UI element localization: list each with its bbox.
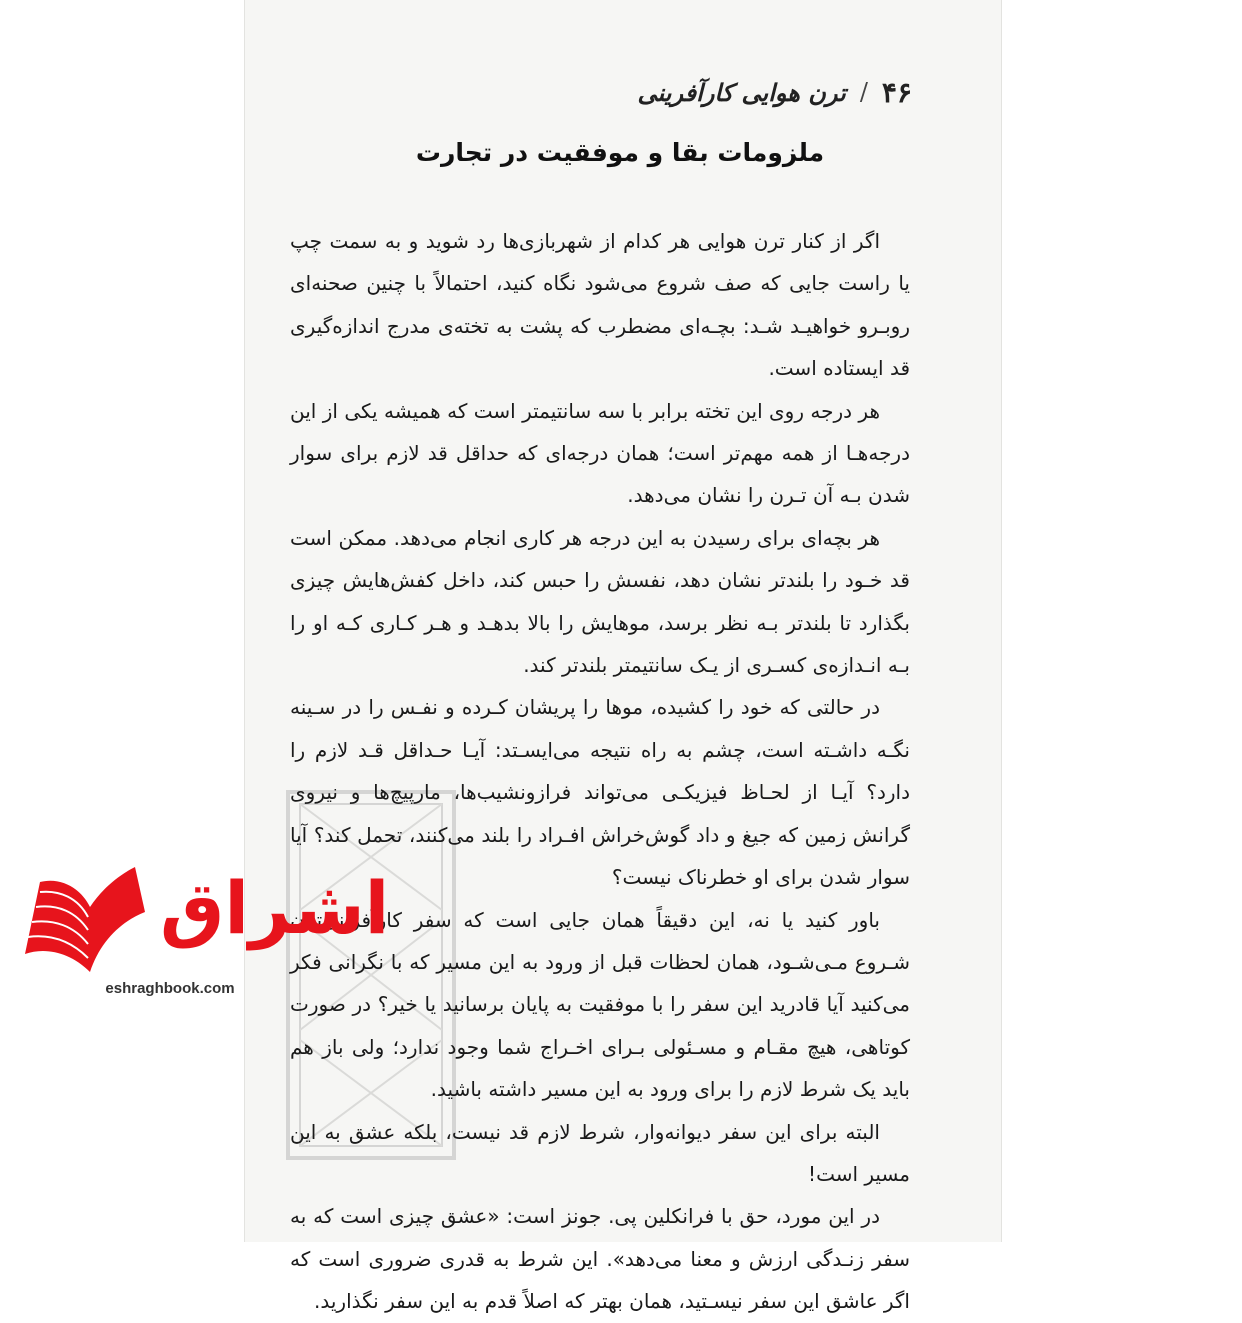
brand-wordmark: اشراق [160, 866, 390, 950]
paragraph: اگر از کنار ترن هوایی هر کدام از شهربازی‌ها رد شوید و به سمت چپ یا راست جایی که صف شروع می‌شود نگاه کنید، احتمالاً با چنین صحنه‌ای روبـرو خواهیـد شـد: بچـه‌ای مضطرب که پشت به تخته‌ی مدرج اندازه‌گیری قد ایستاده است. [290, 229, 910, 381]
body-text [290, 220, 910, 1323]
running-title: ترن هوایی کارآفرینی [637, 77, 846, 107]
paragraph: در این مورد، حق با فرانکلین پی. جونز است: «عشق چیزی است که به سفر زنـدگی ارزش و معنا می‌دهد». این شرط به قدری ضروری است که اگر عاشق این سفر نیسـتید، همان بهتر که اصلاً قدم به این سفر نگذارید. [290, 1204, 910, 1314]
paragraph: البته برای این سفر دیوانه‌وار، شرط لازم قد نیست، بلکه عشق به این مسیر است! [290, 1119, 910, 1186]
header-separator: / [859, 78, 868, 106]
paragraph: باور کنید یا نه، این دقیقاً همان جایی است که سفر کارآفرینی‌تـان شـروع مـی‌شـود، همان لحظات قبل از ورود به این مسیر که با نگرانی فکر می‌کنید آیا قادرید این سفر را با موفقیت به پایان برسانید یا خیر؟ در صورت کوتاهی، هیچ مقـام و مسـئولی بـرای اخـراج شما وجود ندارد؛ ولی باز هم باید یک شرط لازم را برای ورود به این مسیر داشته باشید. [290, 907, 910, 1102]
watermark-logo [20, 862, 390, 1002]
watermark-site: eshraghbook.com [105, 980, 235, 997]
paragraph: در حالتی که خود را کشیده، موها را پریشان کـرده و نفـس را در سـینه نگـه داشـته است، چشم به راه نتیجه می‌ایسـتد: آیـا حـداقل قـد لازم را دارد؟ آیـا از لحـاظ فیزیکـی می‌تواند فرازونشیب‌ها، مارپیچ‌ها و نیروی گرانش زمین که جیغ و داد گوش‌خراش افـراد را بلند می‌کنند، تحمل کند؟ آیا سوار شدن برای او خطرناک نیست؟ [290, 695, 910, 890]
paragraph: هر بچه‌ای برای رسیدن به این درجه هر کاری انجام می‌دهد. ممکن است قد خـود را بلندتر نشان دهد، نفسش را حبس کند، داخل کفش‌هایش چیزی بگذارد تا بلندتر بـه نظر برسد، موهایش را بالا بدهـد و هـر کـاری کـه او را بـه انـدازه‌ی کسـری از یـک سانتیمتر بلندتر کند. [290, 525, 910, 678]
page-number: ۴۶ [881, 75, 912, 109]
paragraph: هر درجه روی این تخته برابر با سه سانتیمتر است که همیشه یکی از این درجه‌هـا از همه مهم‌تر است؛ همان درجه‌ای که حداقل قد لازم برای سوار شدن بـه آن تـرن را نشان می‌دهد. [290, 398, 910, 508]
open-book-logo-icon [20, 862, 160, 982]
page-header [290, 72, 912, 112]
chapter-title: ملزومات بقا و موفقیت در تجارت [415, 138, 825, 167]
